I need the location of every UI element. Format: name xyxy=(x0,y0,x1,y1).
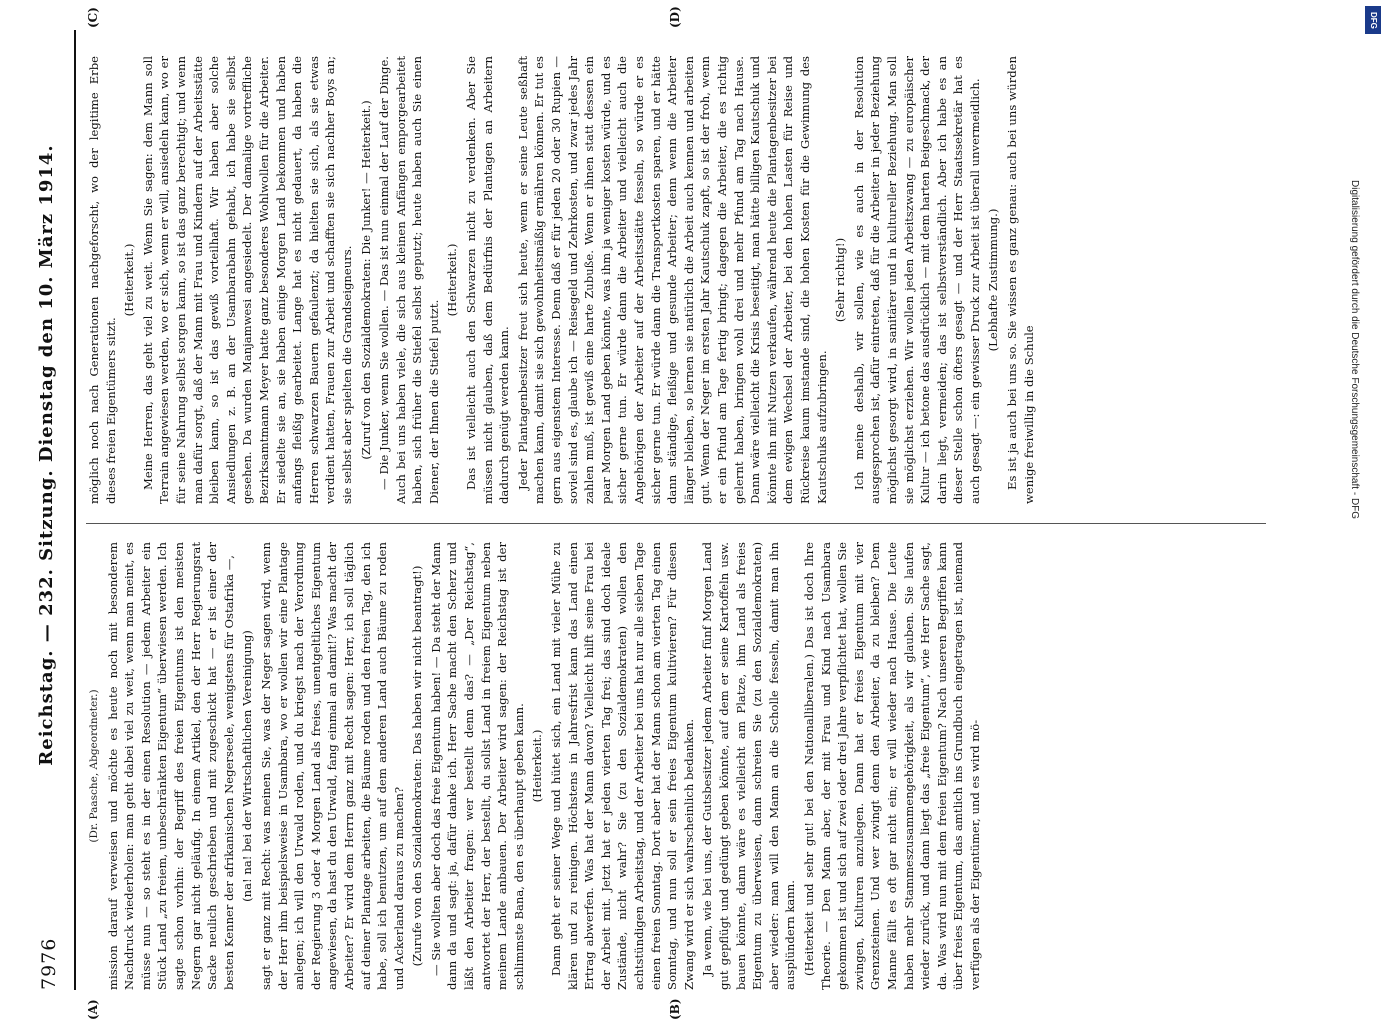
paragraph: Ich meine deshalb, wir sollen, wie es auch in der Resolution ausgesprochen ist, dafür eintreten, daß für die Arbeiter in jeder Beziehung möglichst gesorgt wird, in sanitärer und in kultureller Beziehung. Man soll sie möglichst erziehen. Wir wollen jeden Arbeitszwang — zu europäischer Kultur — ich betone das ausdrücklich — mit dem harten Beigeschmack, der darin liegt, vermeiden; das ist selbstverständlich. Aber ich habe es an dieser Stelle schon öfters gesagt — und der Herr Staatssekretär hat es auch gesagt —: ein gewisser Druck zur Arbeit ist überall unvermeidlich. xyxy=(851,56,984,504)
interjection: (Heiterkeit.) xyxy=(444,56,461,504)
interjection: (Heiterkeit.) xyxy=(121,56,138,504)
speaker-note: (Dr. Paasche, Abgeordneter.) xyxy=(86,542,103,990)
interjection: (Heiterkeit.) xyxy=(529,542,546,990)
interjection: (Sehr richtig!) xyxy=(832,56,849,504)
margin-mark-b: (B) xyxy=(668,999,682,1020)
left-column xyxy=(86,542,1266,990)
dfg-logo: DFG xyxy=(1365,6,1381,34)
paragraph: Jeder Plantagenbesitzer freut sich heute, wenn er seine Leute seßhaft machen kann, damit sie sich gewohnheitsmäßig ernähren können. Er tut es gern aus eigenstem Interesse. Denn daß er für jeden 20 oder 30 Rupien — soviel sind es, glaube ich — Reisegeld und Zehrkosten, und zwar jedes Jahr zahlen muß, ist gewiß eine harte Zubuße. Wenn er ihnen statt dessen ein paar Morgen Land geben könnte, was ihm ja weniger kosten würde, und es sicher gerne tun. Er würde dann die Arbeiter und vielleicht auch die Angehörigen der Arbeiter auf der Arbeitsstätte fesseln, so würde er es sicher gerne tun. Er würde dann die Transportkosten sparen, und er hätte dann ständige, fleißige und gesunde Arbeiter; denn wenn die Arbeiter länger bleiben, so lernen sie natürlich die Arbeit auch kennen und arbeiten gut. Wenn der Neger im ersten Jahr Kautschuk zapft, so ist der froh, wenn er ein Pfund am Tage fertig bringt; dagegen die Arbeiter, die es richtig gelernt haben, bringen wohl drei und mehr Pfund am Tag nach Hause. Dann wäre vielleicht die Krisis beseitigt, man hätte billigen Kautschuk und könnte ihn mit Nutzen verkaufen, während heute die Plantagenbesitzer bei dem ewigen Wechsel der Arbeiter, bei den hohen Lasten für Reise und Rückreise kaum imstande sind, die hohen Kosten für die Gewinnung des Kautschuks aufzubringen. xyxy=(515,56,830,504)
margin-mark-a: (A) xyxy=(86,999,100,1020)
margin-mark-c: (C) xyxy=(86,7,100,28)
digitization-credit: Digitalisierung gefördert durch die Deutsche Forschungsgemeinschaft - DFG xyxy=(1349,180,1360,519)
interjection: (Zurufe von den Sozialdemokraten: Das haben wir nicht beantragt!) xyxy=(409,542,426,990)
interjection: (Zuruf von den Sozialdemokraten: Die Junker! — Heiterkeit.) xyxy=(358,56,375,504)
paragraph: Das ist vielleicht auch den Schwarzen nicht zu verdenken. Aber Sie müssen nicht glauben, daß dem Bedürfnis der Plantagen an Arbeitern dadurch genügt werden kann. xyxy=(463,56,513,504)
interjection: (Lebhafte Zustimmung.) xyxy=(985,56,1002,504)
paragraph: — Sie wollten aber doch das freie Eigentum haben! — Da steht der Mann dann da und sagt: ja, dafür danke ich. Herr Sache macht den Scherz und läßt den Arbeiter fragen: wer bestellt denn das? — „Der Reichstag“, antwortet der Herr, der bestellt, du sollst Land in freiem Eigentum neben meinem Lande anbauen. Der Arbeiter wird sagen: der Reichstag ist der schlimmste Bana, den es überhaupt geben kann. xyxy=(428,542,528,990)
paragraph: möglich noch nach Generationen nachgeforscht, wo der legitime Erbe dieses freien Eigentümers sitzt. xyxy=(86,56,119,504)
page-title: Reichstag. — 232. Sitzung. Dienstag den 10. März 1914. xyxy=(36,30,57,880)
paragraph: Dann geht er seiner Wege und hütet sich, ein Land mit vieler Mühe zu klären und zu reinigen. Höchstens in Jahresfrist kann das Land einen Ertrag abwerfen. Was hat der Mann davon? Vielleicht hilft seine Frau bei der Arbeit mit. Jetzt hat er jeden vierten Tag frei; das sind doch ideale Zustände, nicht wahr? Sie (zu den Sozialdemokraten) wollen den achtstündigen Arbeitstag, und der Arbeiter bei uns hat nur alle sieben Tage einen freien Sonntag. Dort aber hat der Mann schon am vierten Tag einen Sonntag, und nun soll er sein freies Eigentum kultivieren? Für diesen Zwang wird er sich wahrscheinlich bedanken. xyxy=(548,542,697,990)
paragraph: Meine Herren, das geht viel zu weit. Wenn Sie sagen: dem Mann soll Terrain angewiesen werden, wo er sich, wenn er will, ansiedeln kann, wo er für seine Nahrung selbst sorgen kann, so ist das ganz berechtigt; und wenn man dafür sorgt, daß der Mann mit Frau und Kindern auf der Arbeitsstätte bleiben kann, so ist das gewiß vorteilhaft. Wir haben aber solche Ansiedlungen z. B. an der Usambarabahn gehabt, ich habe sie selbst gesehen. Da wurden Manjamwesi angesiedelt. Der damalige vortreffliche Bezirksamtmann Meyer hatte ganz besonderes Wohlwollen für die Arbeiter. Er siedelte sie an, sie haben einige Morgen Land bekommen und haben anfangs fleißig gearbeitet. Lange hat es nicht gedauert, da haben die Herren schwarzen Bauern gefaulenzt; da hielten sie sich, als sie etwas verdient hatten, Frauen zur Arbeit und schafften sie sich nachher Boys an; sie selbst aber spielten die Grandseigneurs. xyxy=(140,56,356,504)
paragraph: Ja wenn, wie bei uns, der Gutsbesitzer jedem Arbeiter fünf Morgen Land gut gepflügt und gedüngt geben könnte, auf dem er seine Kartoffeln usw. bauen könnte, dann wäre es vielleicht am Platze, ihm Land als freies Eigentum zu überweisen, dann schreien Sie (zu den Sozialdemokraten) aber wieder: man will den Mann an die Scholle fesseln, damit man ihn ausplündern kann. xyxy=(699,542,799,990)
interjection: (na! na! bei der Wirtschaftlichen Vereinigung) xyxy=(239,542,256,990)
page-number: 7976 xyxy=(38,938,60,990)
rotated-page xyxy=(28,30,1323,990)
paragraph: Es ist ja auch bei uns so. Sie wissen es ganz genau: auch bei uns würden wenige freiwillig in die Schule xyxy=(1004,56,1037,504)
margin-mark-d: (D) xyxy=(668,6,682,28)
column-divider xyxy=(86,523,1266,524)
paragraph: mission darauf verweisen und möchte es heute noch mit besonderem Nachdruck wiederholen: man geht dabei viel zu weit, wenn man meint, es müsse nun — so steht es in der einen Resolution — jedem Arbeiter ein Stück Land „zu freiem, unbeschränkten Eigentum“ überwiesen werden. Ich sagte schon vorhin: der Begriff des freien Eigentums ist den meisten Negern gar nicht geläufig. In einem Artikel, den der Herr Regierungsrat Sacke neulich geschrieben und mit zugeschickt hat — er ist einer der besten Kenner der afrikanischen Negerseele, wenigstens für Ostafrika —, xyxy=(105,542,238,990)
page-header xyxy=(28,30,76,990)
paragraph: sagt er ganz mit Recht: was meinen Sie, was der Neger sagen wird, wenn der Herr ihm beispielsweise in Usambara, wo er wollen wir eine Plantage anlegen; ich will den Urwald roden, und du kriegst nach der Verordnung der Regierung 3 oder 4 Morgen Land als freies, unentgeltliches Eigentum angewiesen, da hast du den Urwald, fang einmal an damit!? Was macht der Arbeiter? Er wird dem Herrn ganz mit Recht sagen: Herr, ich soll täglich auf deiner Plantage arbeiten, die Bäume roden und den freien Tag, den ich habe, soll ich benutzen, um auf dem anderen Land auch Bäume zu roden und Ackerland daraus zu machen? xyxy=(258,542,407,990)
paragraph: (Heiterkeit und sehr gut! bei den Nationalliberalen.) Das ist doch Ihre Theorie. — Den Mann aber, der mit Frau und Kind nach Usambara gekommen ist und sich auf zwei oder drei Jahre verpflichtet hat, wollen Sie zwingen, Kulturen anzulegen. Dann hat er freies Eigentum mit vier Grenzsteinen. Und wer zwingt denn den Arbeiter, da zu bleiben? Dem Manne fällt es oft gar nicht ein; er will wieder nach Hause. Die Leute haben mehr Stammeszusammengehörigkeit, als wir glauben. Sie laufen wieder zurück, und dann liegt das „freie Eigentum“, wie Herr Sache sagt, da. Was wird nun mit dem freien Eigentum? Nach unseren Begriffen kann über freies Eigentum, das amtlich ins Grundbuch eingetragen ist, niemand verfügen als der Eigentümer, und es wird mö- xyxy=(801,542,984,990)
right-column xyxy=(86,56,1266,504)
paragraph: — Die Junker, wenn Sie wollen. — Das ist nun einmal der Lauf der Dinge. Auch bei uns haben viele, die sich aus kleinen Anfängen emporgearbeitet haben, sich früher die Stiefel selbst geputzt; heute haben auch Sie einen Diener, der Ihnen die Stiefel putzt. xyxy=(376,56,442,504)
